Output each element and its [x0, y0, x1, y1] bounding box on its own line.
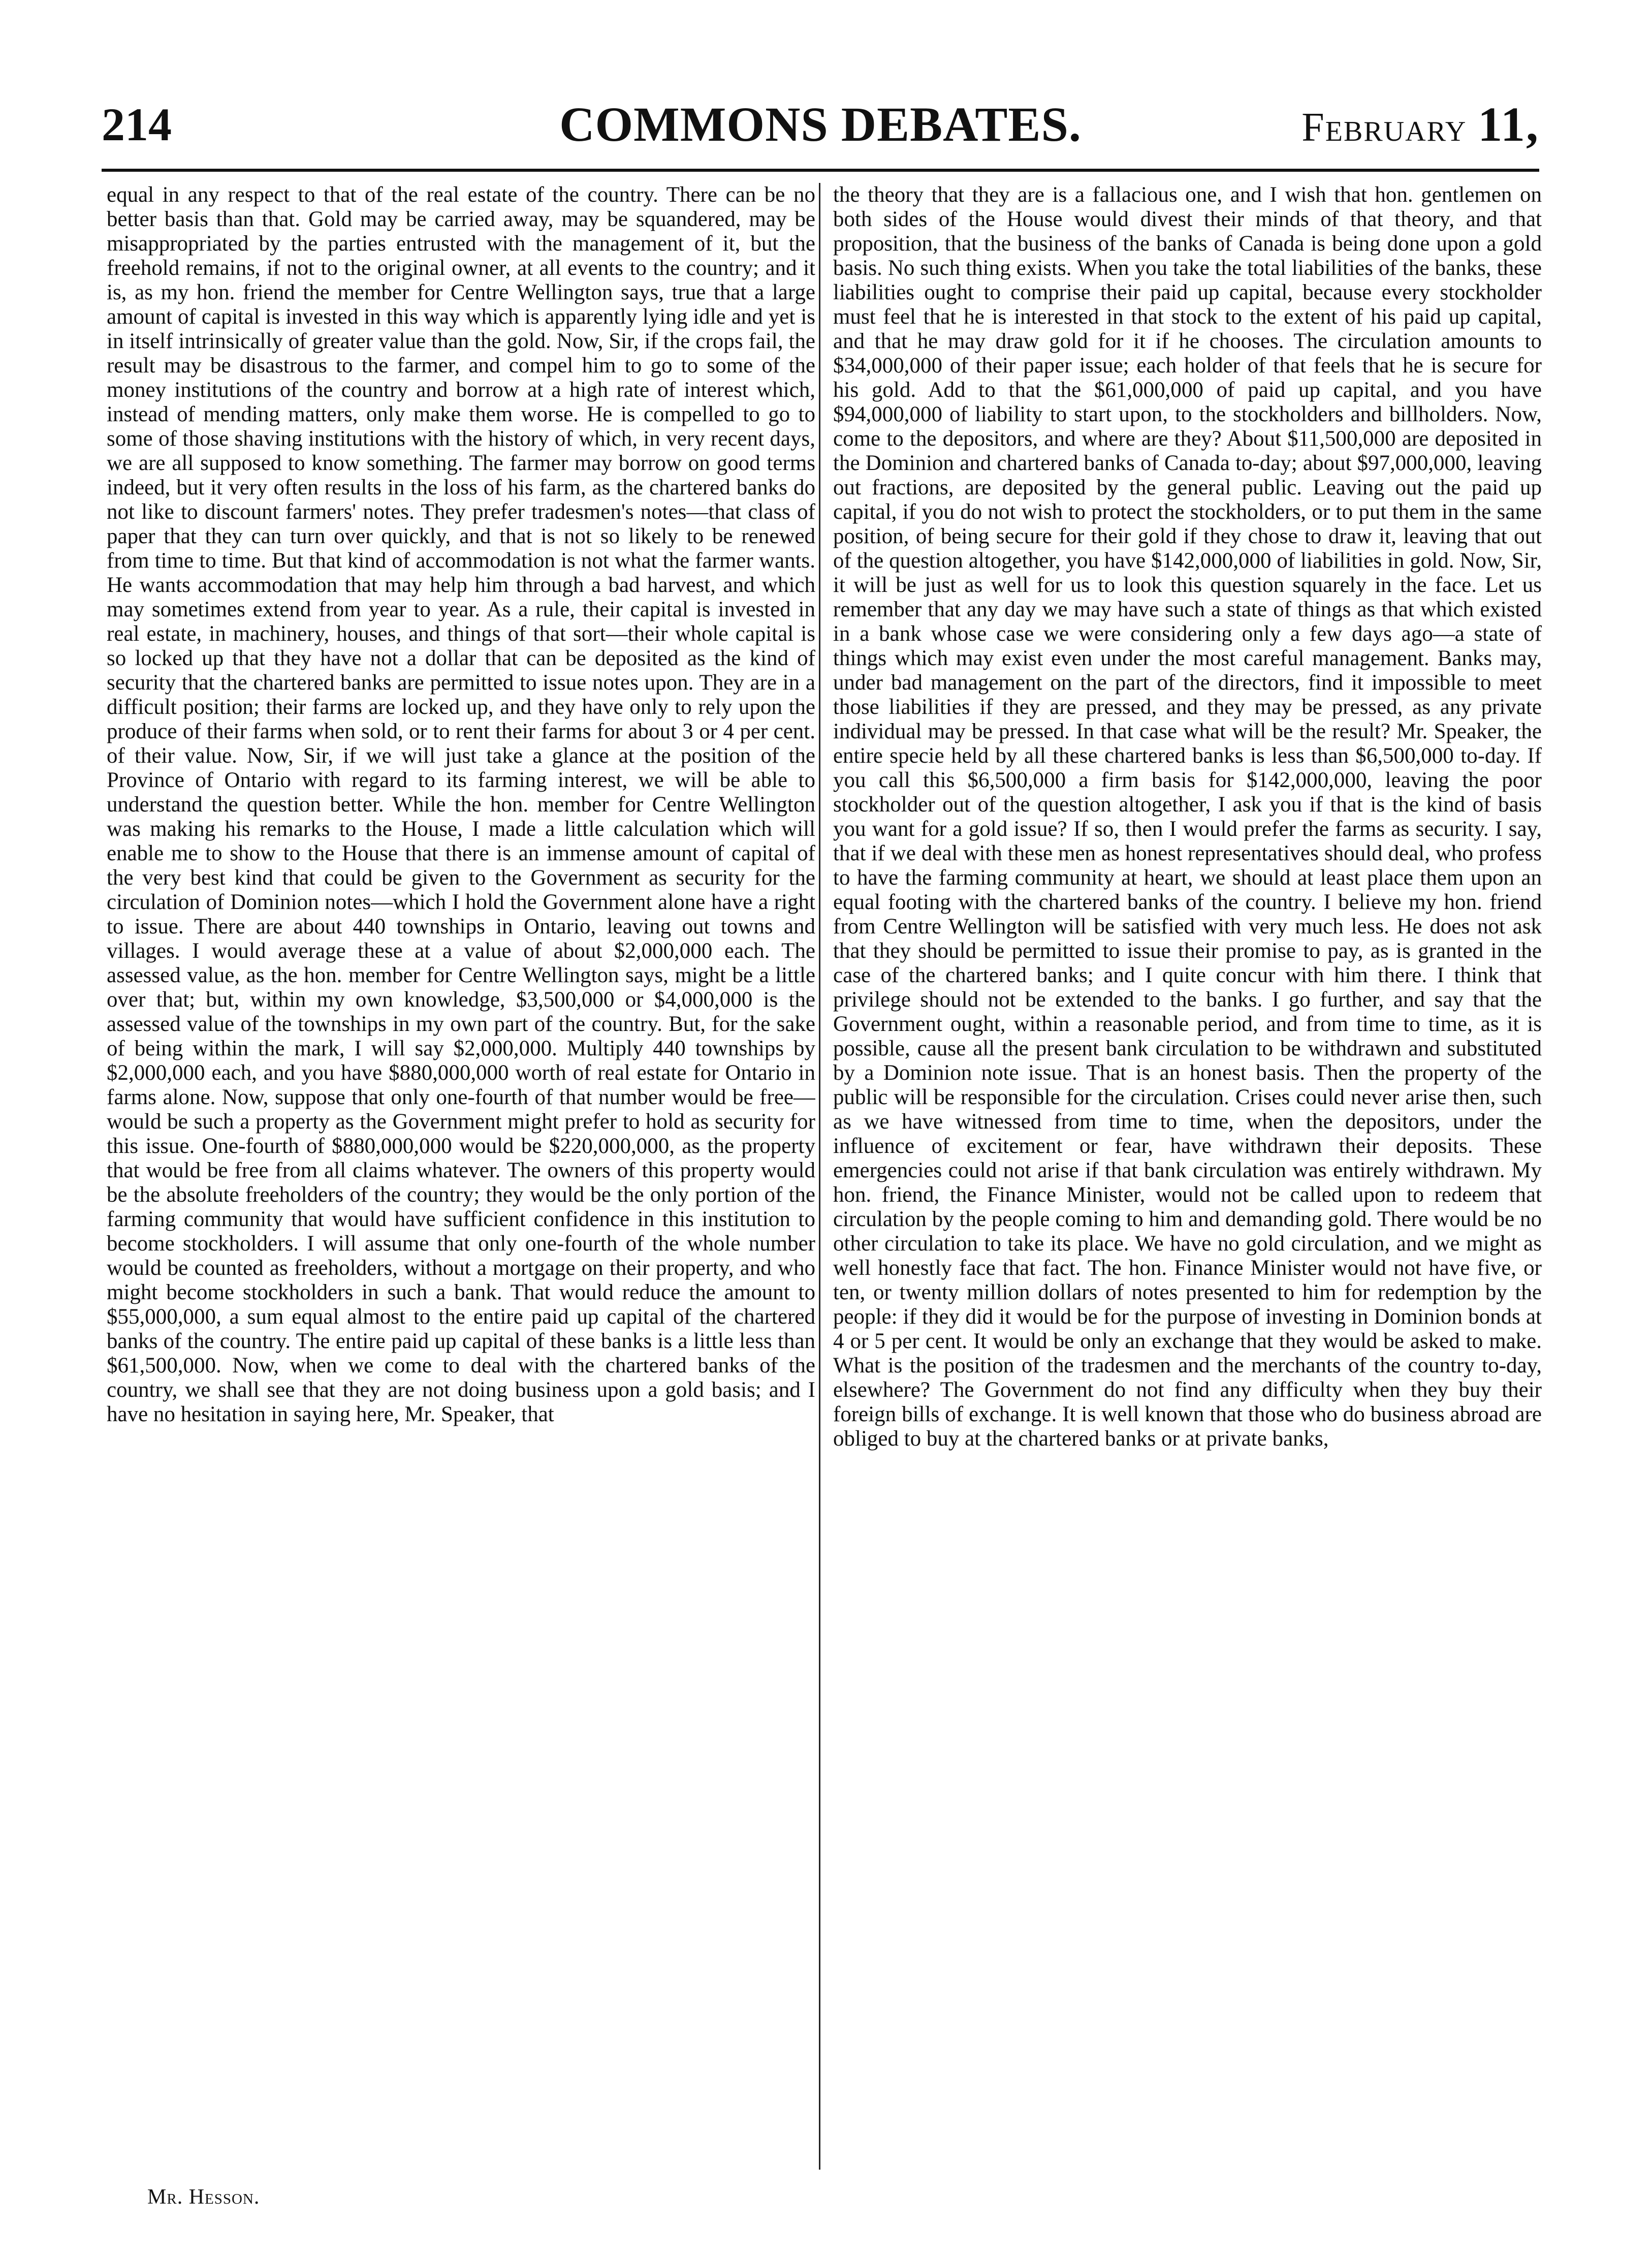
right-column: [833, 183, 1542, 2190]
page-number: 214: [102, 99, 172, 150]
header-date-day: 11,: [1478, 97, 1539, 151]
left-column: [107, 183, 815, 2190]
right-column-text: the theory that they are is a fallacious one, and I wish that hon. gentlemen on both sides of the House would divest their minds of that theory, and that proposition, that the business of the banks of Canada is being done upon a gold basis. No such thing exists. When you take the total liabilities of the banks, these liabilities ought to comprise their paid up capital, because every stockholder must feel that he is interested in that stock to the extent of his paid up capital, and that he may draw gold for it if he chooses. The circulation amounts to $34,000,000 of their paper issue; each holder of that feels that he is secure for his gold. Add to that the $61,000,000 of paid up capital, and you have $94,000,000 of liability to start upon, to the stockholders and billholders. Now, come to the depositors, and where are they? About $11,500,000 are deposited in the Dominion and chartered banks of Canada to-day; about $97,000,000, leaving out fractions, are deposited by the general public. Leaving out the paid up capital, if you do not wish to protect the stockholders, or to put them in the same position, of being secure for their gold if they chose to draw it, leaving that out of the question altogether, you have $142,000,000 of liabilities in gold. Now, Sir, it will be just as well for us to look this question squarely in the face. Let us remember that any day we may have such a state of things as that which existed in a bank whose case we were considering only a few days ago—a state of things which may exist even under the most careful management. Banks may, under bad management on the part of the directors, find it impossible to meet those liabilities if they are pressed, and they may be pressed, as any private individual may be pressed. In that case what will be the result? Mr. Speaker, the entire specie held by all these chartered banks is less than $6,500,000 to-day. If you call this $6,500,000 a firm basis for $142,000,000, leaving the poor stockholder out of the question altogether, I ask you if that is the kind of basis you want for a gold issue? If so, then I would prefer the farms as security. I say, that if we deal with these men as honest representatives should deal, who profess to have the farming community at heart, we should at least place them upon an equal footing with the chartered banks of the country. I believe my hon. friend from Centre Wellington will be satisfied with very much less. He does not ask that they should be permitted to issue their promise to pay, as is granted in the case of the chartered banks; and I quite concur with him there. I think that privilege should not be extended to the banks. I go further, and say that the Government ought, within a reasonable period, and from time to time, as it is possible, cause all the present bank circulation to be withdrawn and substituted by a Dominion note issue. That is an honest basis. Then the property of the public will be responsible for the circulation. Crises could never arise then, such as we have witnessed from time to time, when the depositors, under the influence of excitement or fear, have withdrawn their deposits. These emergencies could not arise if that bank circulation was entirely withdrawn. My hon. friend, the Finance Minister, would not be called upon to redeem that circulation by the people coming to him and demanding gold. There would be no other circulation to take its place. We have no gold circulation, and we might as well honestly face that fact. The hon. Finance Minister would not have five, or ten, or twenty million dollars of notes presented to him for redemption by the people: if they did it would be for the purpose of investing in Dominion bonds at 4 or 5 per cent. It would be only an exchange that they would be asked to make. What is the position of the tradesmen and the merchants of the country to-day, elsewhere? The Government do not find any difficulty when they buy their foreign bills of exchange. It is well known that those who do business abroad are obliged to buy at the chartered banks or at private banks,: [833, 183, 1542, 1451]
header-rule: [102, 169, 1539, 172]
running-title: COMMONS DEBATES.: [559, 97, 1082, 151]
column-divider: [819, 183, 820, 2170]
left-column-text: equal in any respect to that of the real estate of the country. There can be no better basis than that. Gold may be carried away, may be squandered, may be misappropriated by the parties entrusted with the management of it, but the freehold remains, if not to the original owner, at all events to the country; and it is, as my hon. friend the member for Centre Wellington says, true that a large amount of capital is invested in this way which is apparently lying idle and yet is in itself intrinsically of greater value than the gold. Now, Sir, if the crops fail, the result may be disastrous to the farmer, and compel him to go to some of the money institutions of the country and borrow at a high rate of interest which, instead of mending matters, only make them worse. He is compelled to go to some of those shaving institutions with the history of which, in very recent days, we are all supposed to know something. The farmer may borrow on good terms indeed, but it very often results in the loss of his farm, as the chartered banks do not like to discount farmers' notes. They prefer tradesmen's notes—that class of paper that they can turn over quickly, and that is not so likely to be renewed from time to time. But that kind of accommodation is not what the farmer wants. He wants accommodation that may help him through a bad harvest, and which may sometimes extend from year to year. As a rule, their capital is invested in real estate, in machinery, houses, and things of that sort—their whole capital is so locked up that they have not a dollar that can be deposited as the kind of security that the chartered banks are permitted to issue notes upon. They are in a difficult position; their farms are locked up, and they have only to rely upon the produce of their farms when sold, or to rent their farms for about 3 or 4 per cent. of their value. Now, Sir, if we will just take a glance at the position of the Province of Ontario with regard to its farming interest, we will be able to understand the question better. While the hon. member for Centre Wellington was making his remarks to the House, I made a little calculation which will enable me to show to the House that there is an immense amount of capital of the very best kind that could be given to the Government as security for the circulation of Dominion notes—which I hold the Government alone have a right to issue. There are about 440 townships in Ontario, leaving out towns and villages. I would average these at a value of about $2,000,000 each. The assessed value, as the hon. member for Centre Wellington says, might be a little over that; but, within my own knowledge, $3,500,000 or $4,000,000 is the assessed value of the townships in my own part of the country. But, for the sake of being within the mark, I will say $2,000,000. Multiply 440 townships by $2,000,000 each, and you have $880,000,000 worth of real estate for Ontario in farms alone. Now, suppose that only one-fourth of that number would be free—would be such a property as the Government might prefer to hold as security for this issue. One-fourth of $880,000,000 would be $220,000,000, as the property that would be free from all claims whatever. The owners of this property would be the absolute freeholders of the country; they would be the only portion of the farming community that would have sufficient confidence in this institution to become stockholders. I will assume that only one-fourth of the whole number would be counted as freeholders, without a mortgage on their property, and who might become stockholders in such a bank. That would reduce the amount to $55,000,000, a sum equal almost to the entire paid up capital of the chartered banks of the country. The entire paid up capital of these banks is a little less than $61,500,000. Now, when we come to deal with the chartered banks of the country, we shall see that they are not doing business upon a gold basis; and I have no hesitation in saying here, Mr. Speaker, that: [107, 183, 815, 1426]
header-date: [1301, 94, 1539, 158]
header-date-month: February: [1301, 105, 1467, 150]
page-header: [102, 94, 1539, 165]
speaker-footer: Mr. Hesson.: [147, 2185, 260, 2209]
